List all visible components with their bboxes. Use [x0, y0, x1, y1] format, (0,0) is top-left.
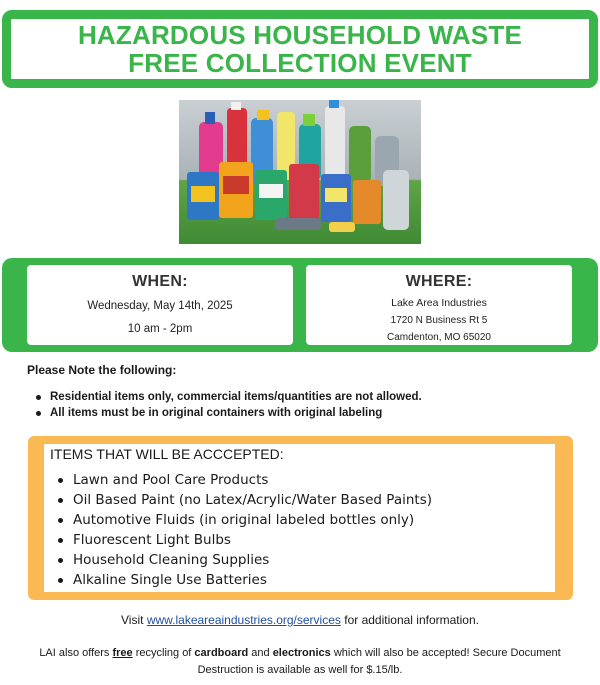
visit-line [0, 613, 600, 627]
title-line-1: HAZARDOUS HOUSEHOLD WASTE [77, 20, 523, 50]
event-time: 10 am - 2pm [127, 323, 193, 335]
title-line-2: FREE COLLECTION EVENT [128, 48, 472, 78]
electronics-emphasis: electronics [272, 647, 331, 659]
accepted-item: Fluorescent Light Bulbs [58, 530, 432, 550]
accepted-item: Automotive Fluids (in original labeled bottles only) [58, 510, 432, 530]
recycling-note [0, 645, 600, 679]
event-date: Wednesday, May 14th, 2025 [87, 300, 233, 312]
visit-prefix: Visit [121, 613, 147, 627]
where-heading: WHERE: [405, 273, 473, 290]
accepted-item: Lawn and Pool Care Products [58, 470, 432, 490]
recycling-text: and [248, 647, 273, 659]
recycling-text: recycling of [132, 647, 195, 659]
note-item: Residential items only, commercial items/quantities are not allowed. [36, 389, 422, 405]
accepted-item: Household Cleaning Supplies [58, 550, 432, 570]
household-chemicals-image [179, 100, 421, 244]
venue-name: Lake Area Industries [391, 297, 487, 309]
visit-suffix: for additional information. [340, 613, 479, 627]
accepted-item: Alkaline Single Use Batteries [58, 570, 432, 590]
notes-title: Please Note the following: [27, 363, 177, 377]
services-link[interactable]: www.lakeareaindustries.org/services [146, 613, 341, 627]
notes-list [36, 389, 422, 421]
household-chemical-bottles-illustration [179, 100, 421, 244]
where-card [306, 265, 572, 345]
accepted-item: Oil Based Paint (no Latex/Acrylic/Water Based Paints) [58, 490, 432, 510]
event-title-box [2, 10, 598, 88]
recycling-text: LAI also offers [39, 647, 113, 659]
venue-city: Camdenton, MO 65020 [387, 332, 491, 343]
cardboard-emphasis: cardboard [194, 647, 249, 659]
recycling-text: which will also be accepted! Secure Document Destruction is available as well for $.15/lb. [197, 647, 561, 676]
venue-street: 1720 N Business Rt 5 [390, 315, 488, 326]
free-emphasis: free [112, 647, 133, 659]
accepted-items-title: ITEMS THAT WILL BE ACCCEPTED: [50, 446, 284, 462]
when-heading: WHEN: [132, 273, 188, 290]
note-item: All items must be in original containers with original labeling [36, 405, 422, 421]
when-card [27, 265, 293, 345]
accepted-items-list [58, 470, 432, 590]
